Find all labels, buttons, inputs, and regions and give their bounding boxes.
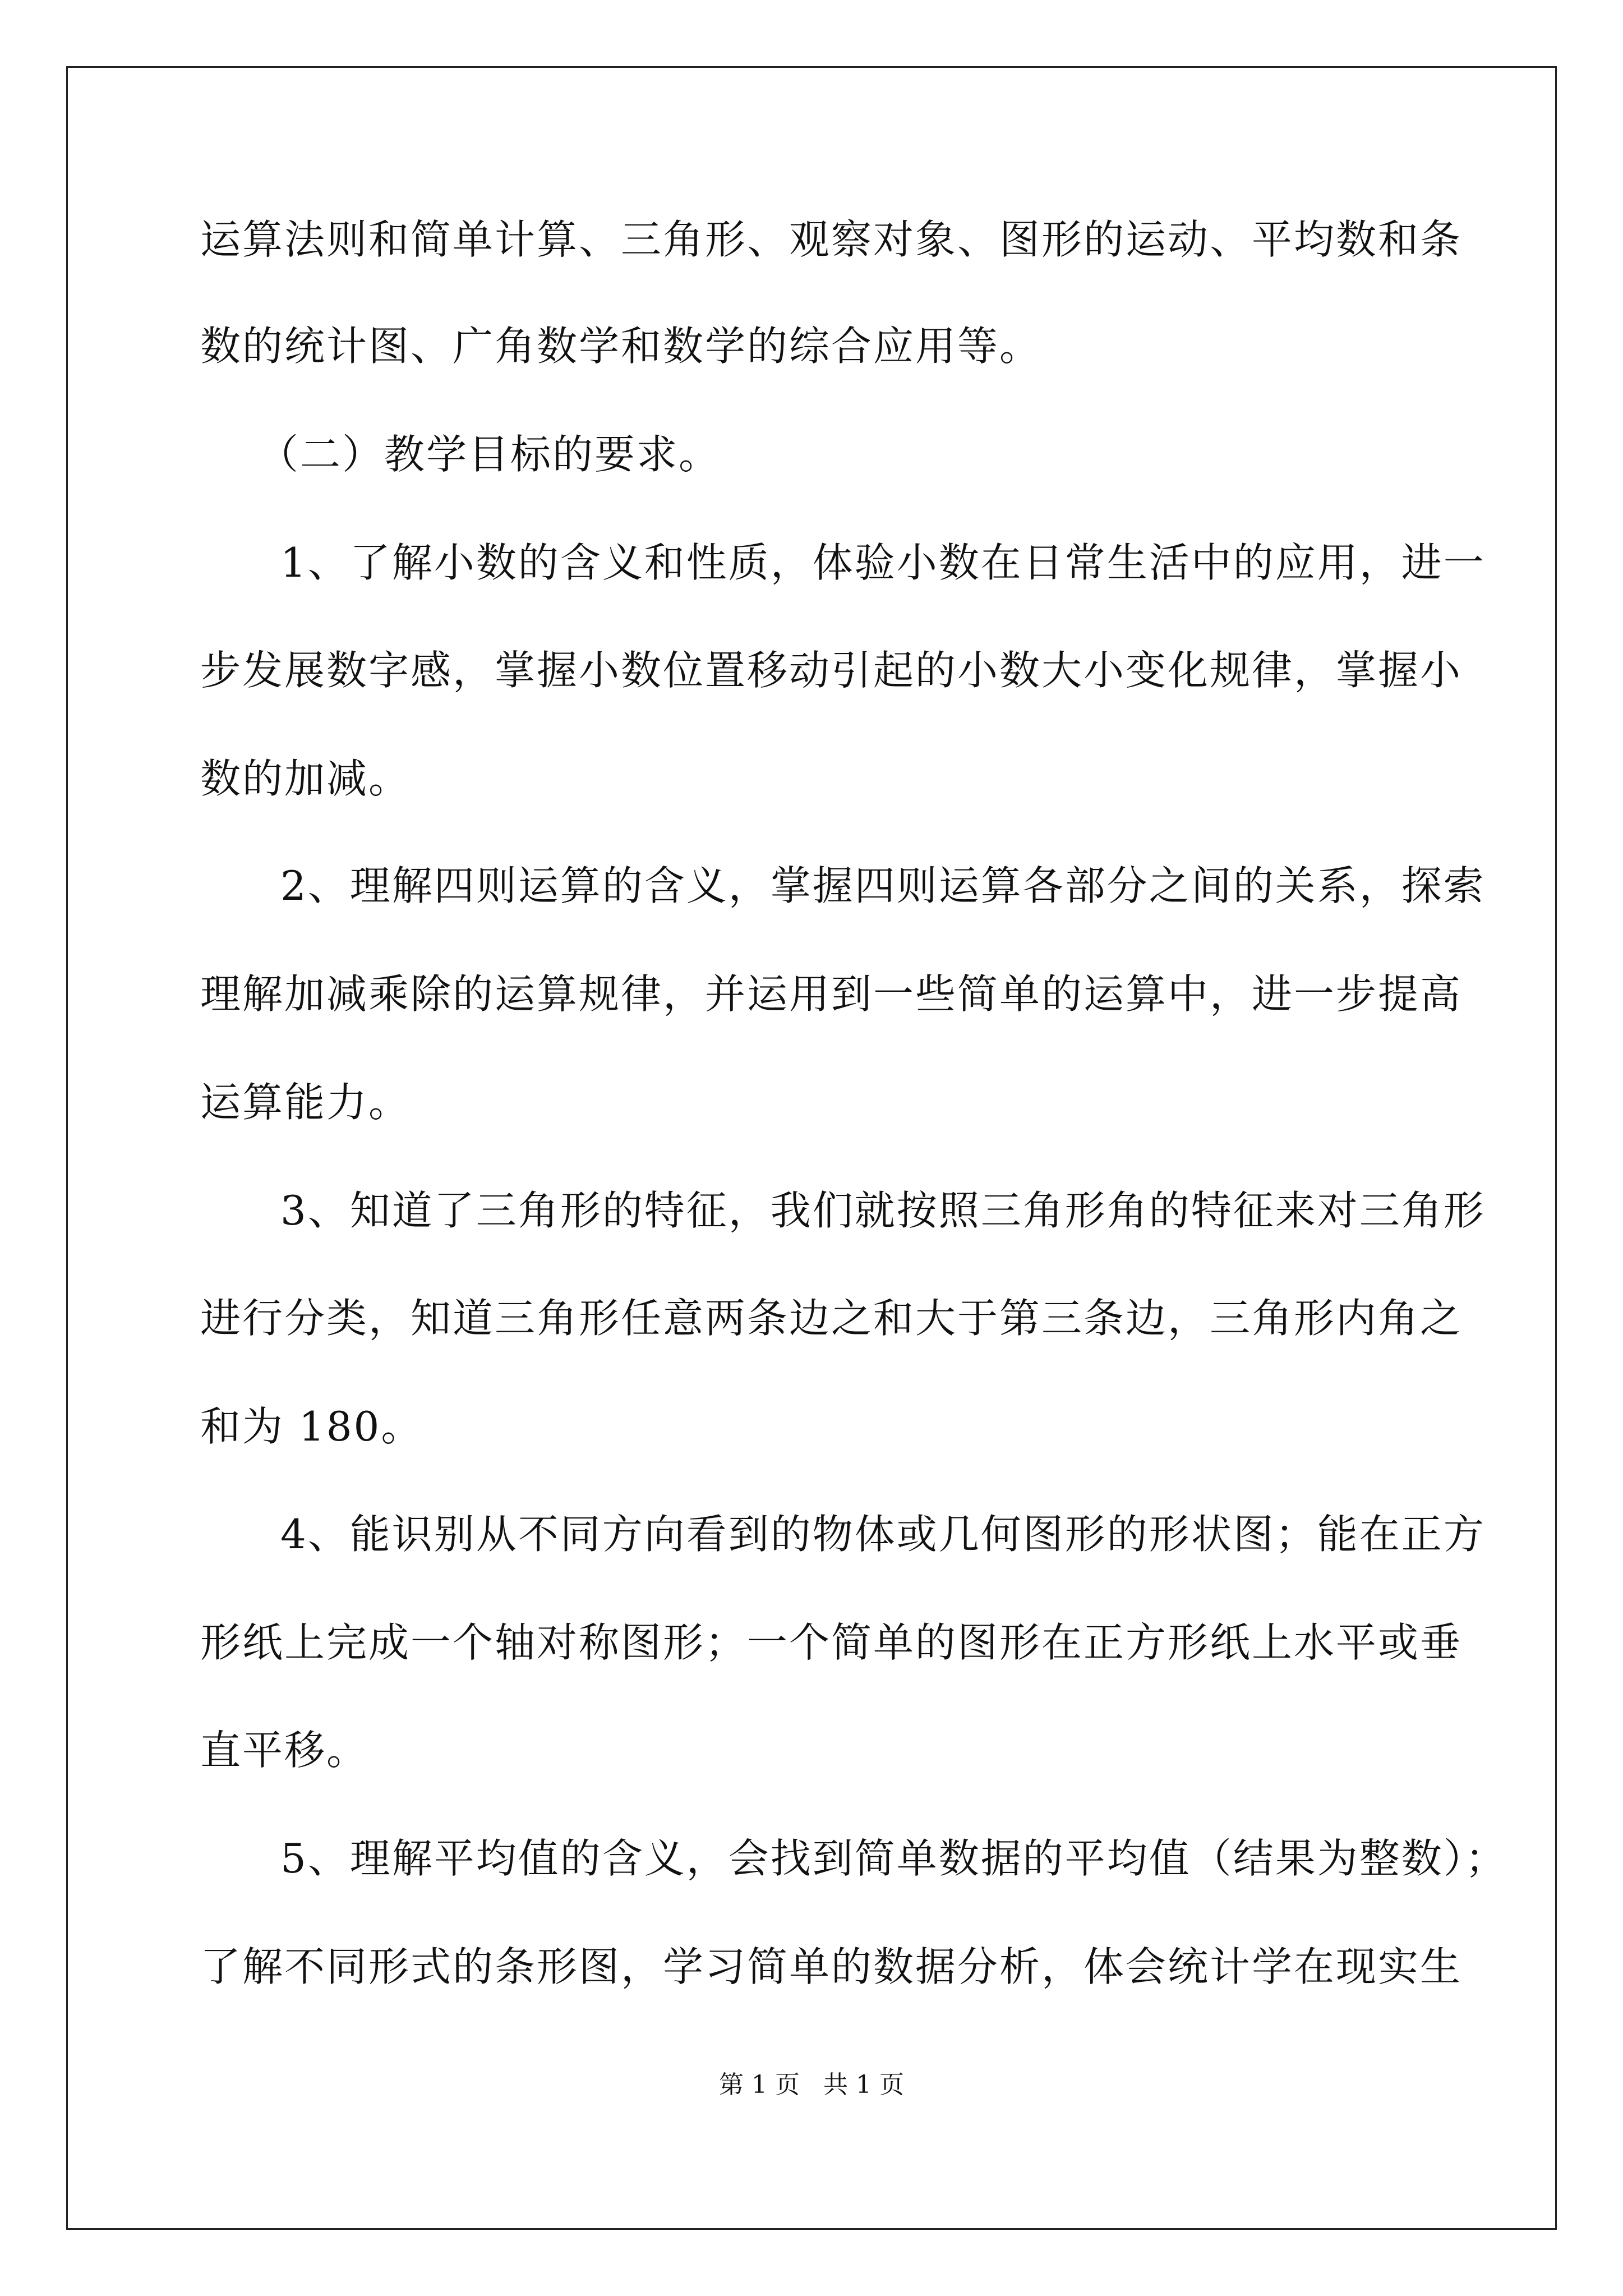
text-line: 进行分类，知道三角形任意两条边之和大于第三条边，三角形内角之 [200, 1295, 1463, 1342]
section-heading: （二）教学目标的要求。 [258, 431, 721, 478]
text-line: 理解加减乘除的运算规律，并运用到一些简单的运算中，进一步提高 [200, 970, 1463, 1018]
text-line: 4、能识别从不同方向看到的物体或几何图形的形状图；能在正方 [280, 1511, 1486, 1558]
text-line: 3、知道了三角形的特征，我们就按照三角形角的特征来对三角形 [280, 1187, 1486, 1234]
text-line: 形纸上完成一个轴对称图形；一个简单的图形在正方形纸上水平或垂 [200, 1619, 1463, 1666]
page-total: 共 1 页 [823, 2070, 904, 2099]
text-line: 和为 180。 [200, 1403, 423, 1450]
text-line: 了解不同形式的条形图，学习简单的数据分析，体会统计学在现实生 [200, 1943, 1463, 1990]
text-line: 数的统计图、广角数学和数学的综合应用等。 [200, 323, 1042, 370]
page-frame [66, 66, 1557, 2230]
text-line: 5、理解平均值的含义，会找到简单数据的平均值（结果为整数）； [280, 1835, 1507, 1882]
text-line: 直平移。 [200, 1727, 369, 1774]
page-number: 第 1 页 [719, 2070, 800, 2099]
text-line: 数的加减。 [200, 755, 411, 802]
text-line: 2、理解四则运算的含义，掌握四则运算各部分之间的关系，探索 [280, 862, 1486, 909]
page-footer [0, 2064, 1623, 2100]
text-line: 运算能力。 [200, 1079, 411, 1126]
text-line: 1、了解小数的含义和性质，体验小数在日常生活中的应用，进一 [280, 539, 1486, 586]
text-line: 运算法则和简单计算、三角形、观察对象、图形的运动、平均数和条 [200, 216, 1463, 263]
text-line: 步发展数字感，掌握小数位置移动引起的小数大小变化规律，掌握小 [200, 647, 1463, 694]
